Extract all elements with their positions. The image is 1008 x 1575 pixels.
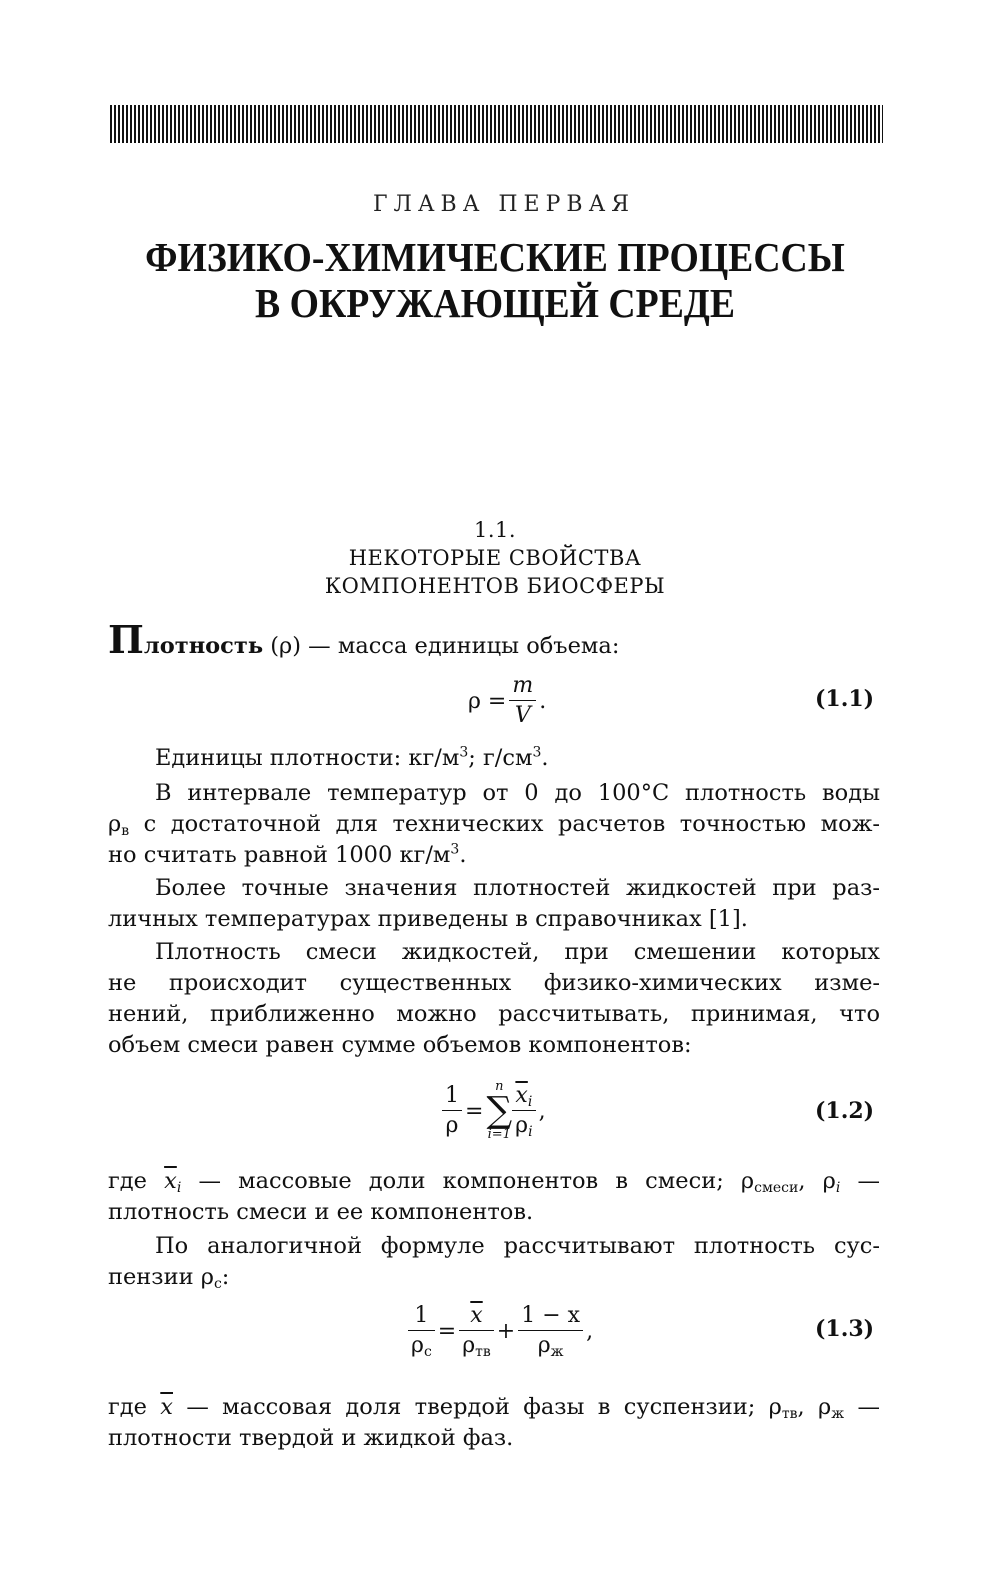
denominator xyxy=(518,1331,583,1361)
equation-number: (1.1) xyxy=(815,686,875,712)
rho: ρ xyxy=(515,1112,529,1138)
rho: ρ xyxy=(411,1333,424,1358)
text-line: не происходит существенных физико-химических изме- xyxy=(108,970,880,996)
text: . xyxy=(459,842,467,868)
fraction xyxy=(518,1302,583,1361)
fraction xyxy=(459,1302,494,1361)
text: — массовые доли компонентов в смеси; ρ xyxy=(181,1168,755,1194)
denominator xyxy=(459,1331,494,1361)
text-line: По аналогичной формуле рассчитывают плотность сус- xyxy=(155,1233,880,1259)
text-line: личных температурах приведены в справочниках [1]. xyxy=(108,906,748,932)
summation xyxy=(486,1080,512,1142)
paragraph-where-2 xyxy=(108,1392,880,1454)
text: где xyxy=(108,1168,165,1194)
subscript: тв xyxy=(781,1406,798,1422)
text: , ρ xyxy=(798,1168,836,1194)
denominator: ρ xyxy=(445,1112,459,1138)
subscript: с xyxy=(423,1344,432,1360)
fraction xyxy=(512,1082,535,1141)
text-line xyxy=(108,840,880,871)
fraction xyxy=(509,672,536,731)
sum-lower-limit: i=1 xyxy=(487,1127,511,1142)
equation-number: (1.3) xyxy=(815,1316,875,1342)
x-bar: $\overline{x}$ xyxy=(515,1082,528,1108)
text: с достаточной для технических расчетов точностью мож- xyxy=(129,811,880,837)
subscript: i xyxy=(176,1180,182,1196)
symbol: ρ xyxy=(108,811,122,837)
denominator: V xyxy=(514,703,531,728)
numerator: 1 xyxy=(408,1302,435,1331)
equation-1-1 xyxy=(465,672,549,731)
rho: ρ xyxy=(537,1333,551,1358)
x-bar: $\overline{x}$ xyxy=(160,1394,173,1420)
subscript: i xyxy=(528,1123,533,1140)
numerator: 1 xyxy=(442,1082,462,1111)
paragraph-water-density xyxy=(108,778,880,871)
denominator xyxy=(512,1111,535,1141)
x-bar: $\overline{x}$ xyxy=(164,1168,177,1194)
fraction xyxy=(442,1082,462,1141)
section-title-line: КОМПОНЕНТОВ БИОСФЕРЫ xyxy=(324,574,666,598)
eq-lhs: ρ = xyxy=(468,689,507,714)
section-number: 1.1. xyxy=(473,518,517,542)
denominator xyxy=(408,1331,435,1361)
section-heading xyxy=(0,516,990,600)
subscript: смеси xyxy=(754,1180,799,1196)
text-line: Плотность смеси жидкостей, при смешении которых xyxy=(155,939,880,965)
numerator: m xyxy=(509,672,536,701)
chapter-title-line: ФИЗИКО-ХИМИЧЕСКИЕ ПРОЦЕССЫ xyxy=(145,234,845,280)
sum-upper-limit: n xyxy=(495,1079,504,1094)
subscript: ж xyxy=(550,1344,564,1360)
paragraph-density-definition xyxy=(108,617,880,662)
text: ; г/см xyxy=(468,745,533,771)
eq-tail: , xyxy=(538,1098,546,1124)
text-line: В интервале температур от 0 до 100°C плотность воды xyxy=(155,780,880,806)
paragraph-suspension xyxy=(108,1231,880,1293)
superscript: 3 xyxy=(450,841,460,858)
paragraph-mixture xyxy=(108,937,880,1061)
equation-1-3 xyxy=(408,1302,596,1361)
text-line: плотности твердой и жидкой фаз. xyxy=(108,1425,514,1451)
text: — массовая доля твердой фазы в суспензии; ρ xyxy=(173,1394,782,1420)
chapter-title-line: В ОКРУЖАЮЩЕЙ СРЕДЕ xyxy=(255,280,735,326)
drop-cap: П xyxy=(108,617,144,662)
numerator: 1 − x xyxy=(518,1302,583,1331)
paragraph-where-1 xyxy=(108,1166,880,1228)
text: . xyxy=(541,745,549,771)
eq-tail: , xyxy=(586,1319,594,1344)
text-line: Более точные значения плотностей жидкостей при раз- xyxy=(155,875,880,901)
rho: ρ xyxy=(462,1333,476,1358)
fraction xyxy=(408,1302,435,1361)
text: , ρ xyxy=(797,1394,832,1420)
equation-1-2 xyxy=(442,1080,549,1142)
superscript: 3 xyxy=(532,744,542,761)
text: — xyxy=(840,1168,881,1194)
chapter-title xyxy=(40,234,951,326)
numerator: $\overline{x}$ xyxy=(459,1302,494,1331)
paragraph-units xyxy=(108,743,880,774)
equals-sign: = xyxy=(437,1319,457,1344)
text-line: нений, приближенно можно рассчитывать, принимая, что xyxy=(108,1001,880,1027)
text-line xyxy=(108,1262,880,1293)
text: : xyxy=(221,1264,230,1290)
text-line: объем смеси равен сумме объемов компонентов: xyxy=(108,1032,692,1058)
text: пензии ρ xyxy=(108,1264,214,1290)
subscript: i xyxy=(527,1093,533,1110)
equation-number: (1.2) xyxy=(815,1098,875,1124)
term-density: лотность xyxy=(143,633,264,659)
subscript: в xyxy=(121,823,130,839)
text: где xyxy=(108,1394,161,1420)
subscript: ж xyxy=(831,1406,845,1422)
plus-sign: + xyxy=(496,1319,516,1344)
subscript: тв xyxy=(475,1344,491,1360)
text-line xyxy=(108,809,880,840)
equals-sign: = xyxy=(465,1098,484,1124)
sigma-symbol: ∑ xyxy=(486,1090,513,1131)
text-line: плотность смеси и ее компонентов. xyxy=(108,1199,534,1225)
text: но считать равной 1000 кг/м xyxy=(108,842,451,868)
subscript: с xyxy=(213,1276,222,1292)
chapter-label: ГЛАВА ПЕРВАЯ xyxy=(372,192,636,217)
text: — xyxy=(844,1394,880,1420)
text-line xyxy=(108,1166,880,1197)
paragraph-reference xyxy=(108,873,880,935)
text-line xyxy=(108,1392,880,1423)
numerator xyxy=(512,1082,535,1111)
section-title-line: НЕКОТОРЫЕ СВОЙСТВА xyxy=(348,546,642,570)
subscript: i xyxy=(835,1180,841,1196)
eq-tail: . xyxy=(539,689,547,714)
header-ornament-rule xyxy=(110,105,883,143)
definition-text: (ρ) — масса единицы объема: xyxy=(263,633,620,659)
superscript: 3 xyxy=(459,744,469,761)
text: Единицы плотности: кг/м xyxy=(155,745,460,771)
